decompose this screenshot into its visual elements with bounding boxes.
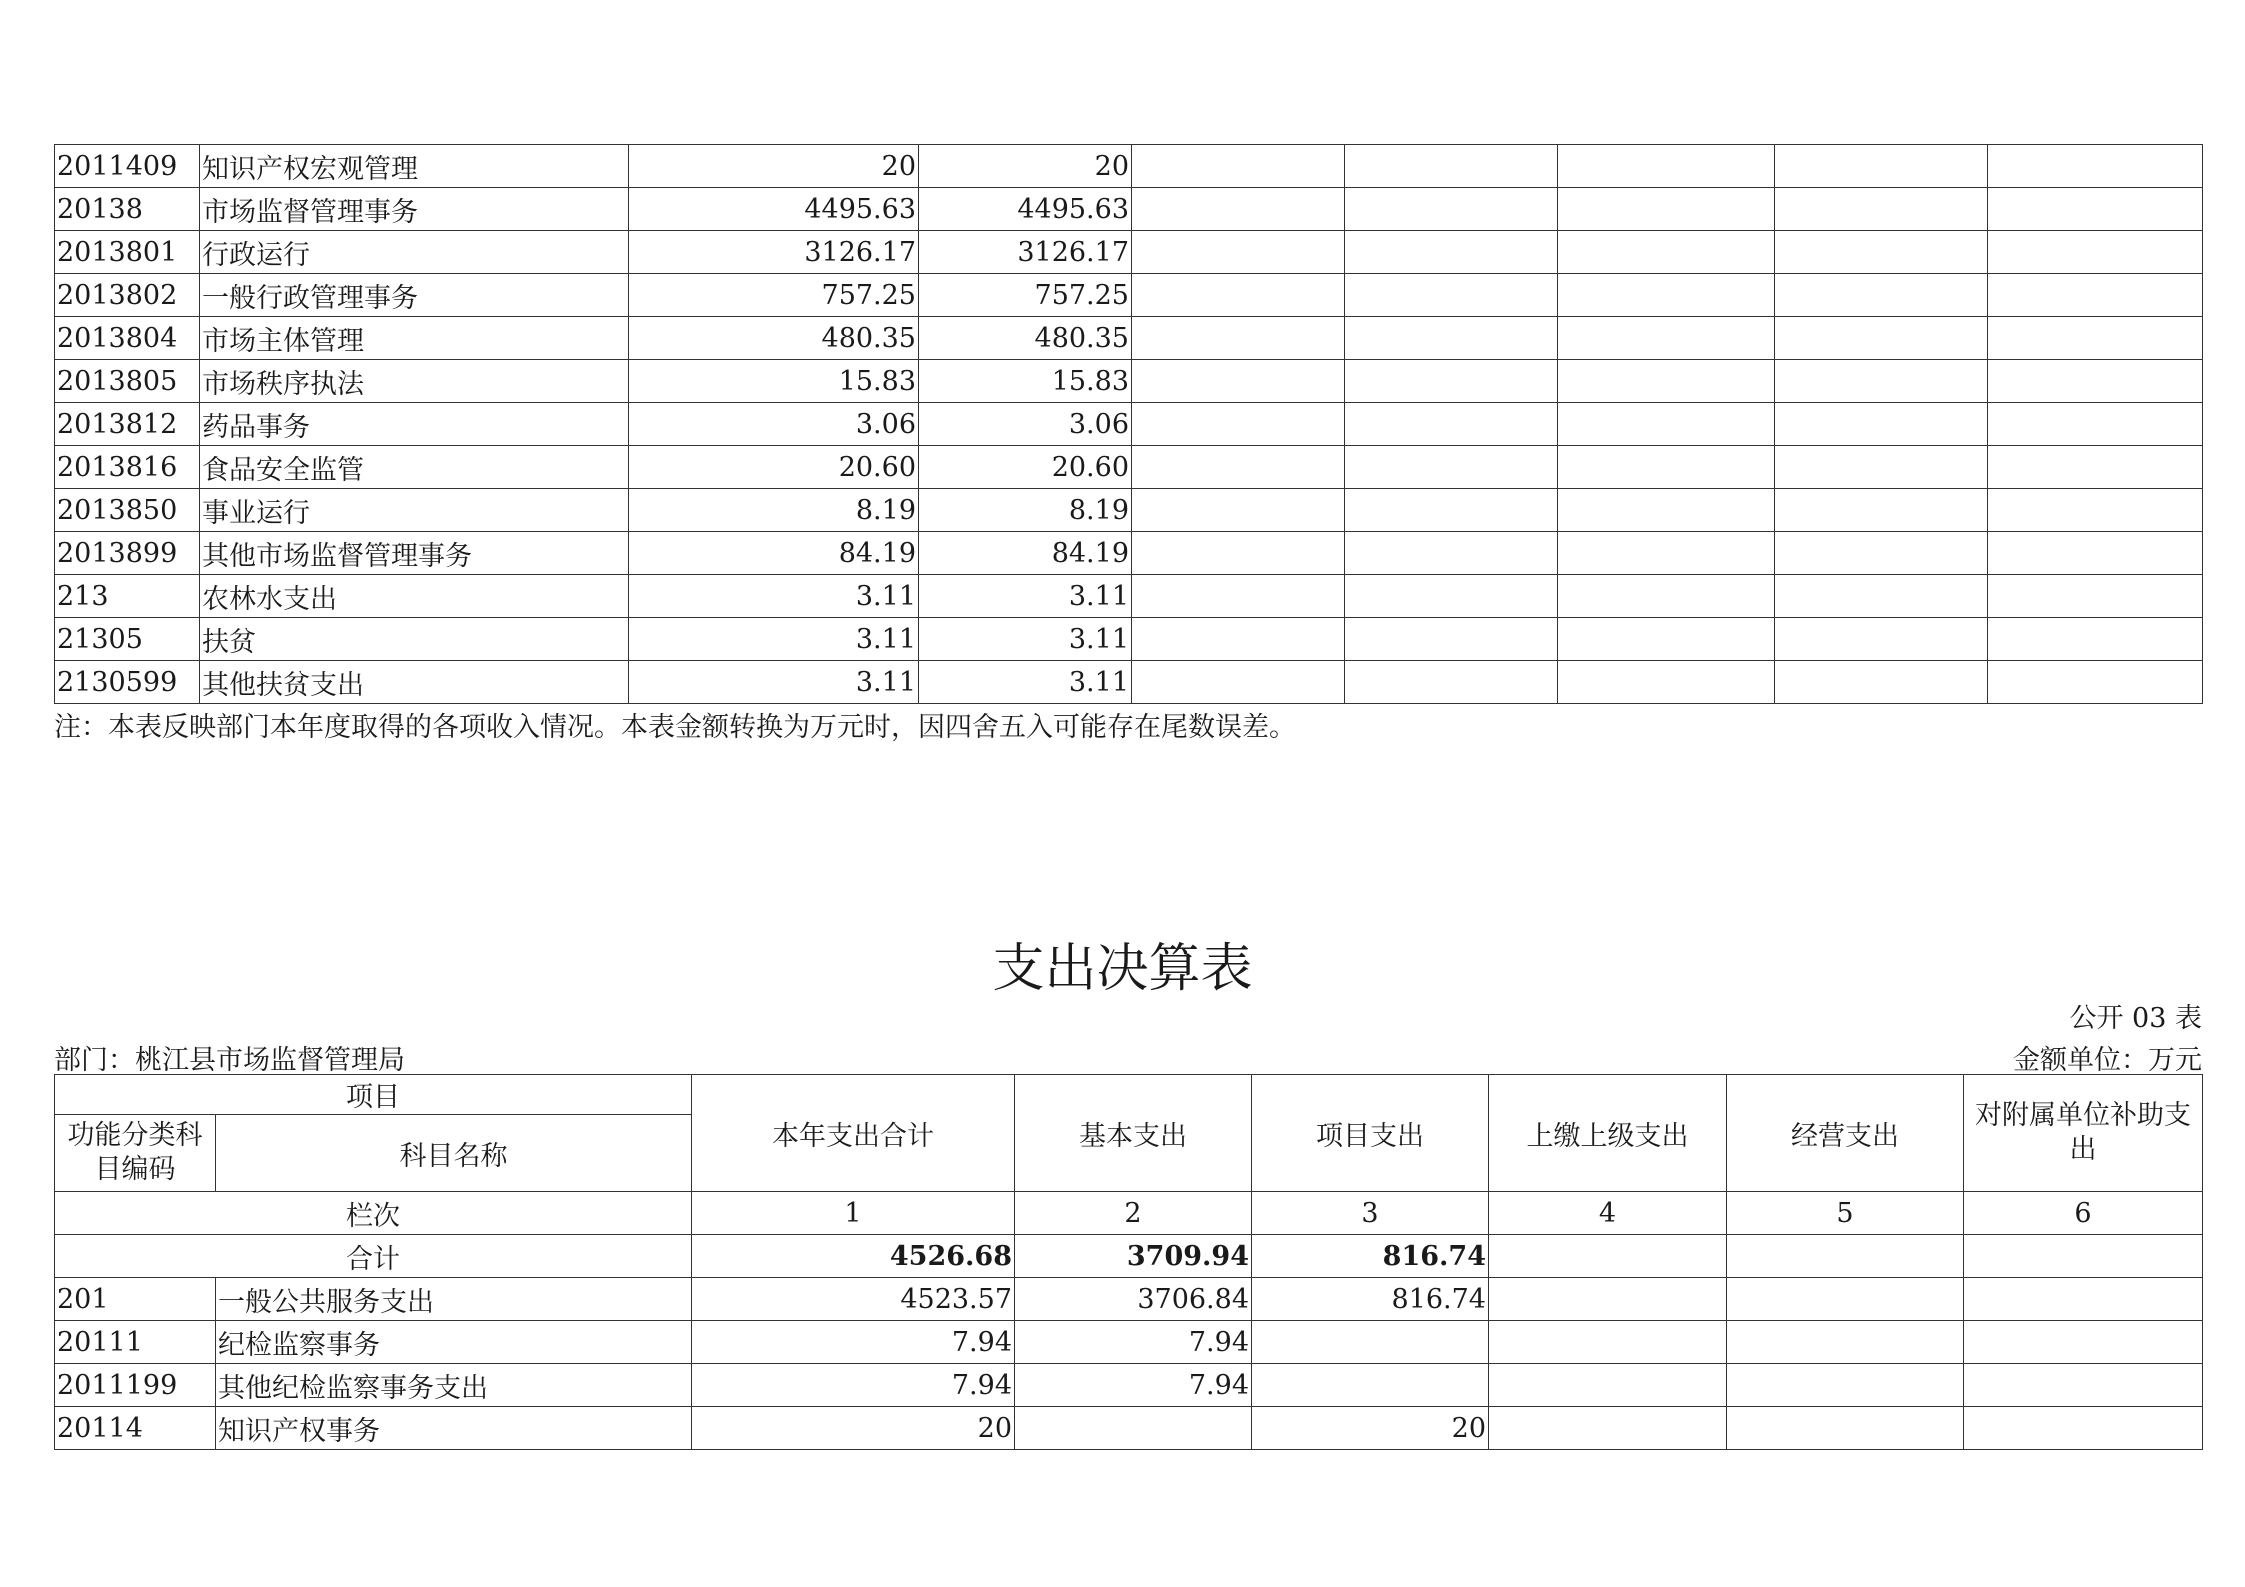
amount-col2: 480.35 xyxy=(919,317,1132,360)
empty-cell xyxy=(1345,575,1558,618)
empty-cell xyxy=(1132,231,1345,274)
header-basic: 基本支出 xyxy=(1015,1075,1252,1192)
empty-cell xyxy=(1132,575,1345,618)
empty-cell xyxy=(1489,1407,1727,1450)
subject-code: 21305 xyxy=(55,618,200,661)
subject-name: 其他纪检监察事务支出 xyxy=(216,1364,692,1407)
subject-code: 2011409 xyxy=(55,145,200,188)
subject-name: 知识产权事务 xyxy=(216,1407,692,1450)
empty-cell xyxy=(1132,446,1345,489)
empty-cell xyxy=(1727,1321,1964,1364)
subject-name: 扶贫 xyxy=(200,618,629,661)
subject-code: 2013802 xyxy=(55,274,200,317)
table-row xyxy=(55,360,2203,403)
subject-name: 药品事务 xyxy=(200,403,629,446)
empty-cell xyxy=(1775,317,1988,360)
empty-cell xyxy=(1727,1407,1964,1450)
empty-cell xyxy=(1132,145,1345,188)
empty-cell xyxy=(1988,403,2203,446)
amount-total: 3.11 xyxy=(629,575,919,618)
header-project-expense: 项目支出 xyxy=(1252,1075,1489,1192)
empty-cell xyxy=(1558,489,1775,532)
empty-cell xyxy=(1988,360,2203,403)
empty-cell xyxy=(1558,661,1775,704)
amount-unit-label: 金额单位：万元 xyxy=(2013,1045,2202,1076)
empty-cell xyxy=(1558,188,1775,231)
income-table-body xyxy=(55,145,2203,704)
table-row xyxy=(55,489,2203,532)
column-index: 2 xyxy=(1015,1192,1252,1235)
empty-cell xyxy=(1988,145,2203,188)
expense-total: 7.94 xyxy=(692,1321,1015,1364)
amount-total: 480.35 xyxy=(629,317,919,360)
expense-basic: 3706.84 xyxy=(1015,1278,1252,1321)
empty-cell xyxy=(1988,188,2203,231)
subject-code: 2013805 xyxy=(55,360,200,403)
empty-cell xyxy=(1132,317,1345,360)
amount-col2: 15.83 xyxy=(919,360,1132,403)
empty-cell xyxy=(1558,532,1775,575)
expense-basic: 7.94 xyxy=(1015,1321,1252,1364)
table-row xyxy=(55,532,2203,575)
expense-table-header xyxy=(55,1075,2203,1278)
amount-total: 4495.63 xyxy=(629,188,919,231)
subject-name: 市场监督管理事务 xyxy=(200,188,629,231)
empty-cell xyxy=(1727,1364,1964,1407)
empty-cell xyxy=(1988,446,2203,489)
empty-cell xyxy=(1775,489,1988,532)
subject-name: 市场秩序执法 xyxy=(200,360,629,403)
table-row xyxy=(55,1407,2203,1450)
amount-col2: 20 xyxy=(919,145,1132,188)
header-total: 本年支出合计 xyxy=(692,1075,1015,1192)
empty-cell xyxy=(1964,1321,2203,1364)
amount-total: 3.11 xyxy=(629,618,919,661)
subject-code: 20111 xyxy=(55,1321,216,1364)
sum-total: 4526.68 xyxy=(692,1235,1015,1278)
subject-code: 2013899 xyxy=(55,532,200,575)
amount-total: 20.60 xyxy=(629,446,919,489)
amount-col2: 8.19 xyxy=(919,489,1132,532)
empty-cell xyxy=(1132,618,1345,661)
empty-cell xyxy=(1988,532,2203,575)
table-row xyxy=(55,231,2203,274)
subject-name: 市场主体管理 xyxy=(200,317,629,360)
empty-cell xyxy=(1558,317,1775,360)
empty-cell xyxy=(1558,446,1775,489)
header-lanci: 栏次 xyxy=(55,1192,692,1235)
table-row xyxy=(55,188,2203,231)
subject-name: 食品安全监管 xyxy=(200,446,629,489)
empty-cell xyxy=(1489,1321,1727,1364)
empty-cell xyxy=(1775,532,1988,575)
empty-cell xyxy=(1964,1407,2203,1450)
empty-cell xyxy=(1345,403,1558,446)
table-row xyxy=(55,403,2203,446)
amount-total: 3.11 xyxy=(629,661,919,704)
empty-cell xyxy=(1558,575,1775,618)
subject-code: 201 xyxy=(55,1278,216,1321)
subject-code: 20114 xyxy=(55,1407,216,1450)
empty-cell xyxy=(1345,489,1558,532)
subject-code: 2013801 xyxy=(55,231,200,274)
empty-cell xyxy=(1558,231,1775,274)
amount-total: 20 xyxy=(629,145,919,188)
table-row xyxy=(55,1321,2203,1364)
empty-cell xyxy=(1775,231,1988,274)
header-upper-payment: 上缴上级支出 xyxy=(1489,1075,1727,1192)
empty-cell xyxy=(1775,575,1988,618)
subject-name: 行政运行 xyxy=(200,231,629,274)
sum-row xyxy=(55,1235,2203,1278)
empty-cell xyxy=(1345,360,1558,403)
empty-cell xyxy=(1988,274,2203,317)
amount-col2: 20.60 xyxy=(919,446,1132,489)
sum-basic: 3709.94 xyxy=(1015,1235,1252,1278)
table-note: 注：本表反映部门本年度取得的各项收入情况。本表金额转换为万元时，因四舍五入可能存在尾数误差。 xyxy=(54,712,1296,743)
empty-cell xyxy=(1988,317,2203,360)
empty-cell xyxy=(1345,274,1558,317)
amount-col2: 84.19 xyxy=(919,532,1132,575)
empty-cell xyxy=(1345,188,1558,231)
empty-cell xyxy=(1988,618,2203,661)
amount-col2: 4495.63 xyxy=(919,188,1132,231)
page-title: 支出决算表 xyxy=(992,939,1253,999)
expense-total: 20 xyxy=(692,1407,1015,1450)
subject-name: 事业运行 xyxy=(200,489,629,532)
header-business: 经营支出 xyxy=(1727,1075,1964,1192)
amount-total: 84.19 xyxy=(629,532,919,575)
column-index: 3 xyxy=(1252,1192,1489,1235)
expense-total: 7.94 xyxy=(692,1364,1015,1407)
empty-cell xyxy=(1345,145,1558,188)
empty-cell xyxy=(1775,446,1988,489)
empty-cell xyxy=(1558,274,1775,317)
empty-cell xyxy=(1345,661,1558,704)
empty-cell xyxy=(1988,231,2203,274)
empty-cell xyxy=(1489,1278,1727,1321)
expense-project: 816.74 xyxy=(1252,1278,1489,1321)
empty-cell xyxy=(1132,489,1345,532)
subject-name: 其他市场监督管理事务 xyxy=(200,532,629,575)
subject-name: 一般公共服务支出 xyxy=(216,1278,692,1321)
empty-cell xyxy=(1132,188,1345,231)
subject-name: 纪检监察事务 xyxy=(216,1321,692,1364)
subject-name: 其他扶贫支出 xyxy=(200,661,629,704)
sum-project: 816.74 xyxy=(1252,1235,1489,1278)
empty-cell xyxy=(1775,403,1988,446)
empty-cell xyxy=(1489,1364,1727,1407)
sum-label: 合计 xyxy=(55,1235,692,1278)
empty-cell xyxy=(1988,489,2203,532)
empty-cell xyxy=(1345,317,1558,360)
table-row xyxy=(55,575,2203,618)
empty-cell xyxy=(1727,1278,1964,1321)
empty-cell xyxy=(1558,145,1775,188)
empty-cell xyxy=(1964,1278,2203,1321)
subject-name: 知识产权宏观管理 xyxy=(200,145,629,188)
empty-cell xyxy=(1132,360,1345,403)
amount-col2: 757.25 xyxy=(919,274,1132,317)
subject-code: 2013812 xyxy=(55,403,200,446)
empty-cell xyxy=(1558,618,1775,661)
expense-table-body xyxy=(55,1278,2203,1450)
empty-cell xyxy=(1345,446,1558,489)
expense-basic: 7.94 xyxy=(1015,1364,1252,1407)
amount-col2: 3.11 xyxy=(919,618,1132,661)
empty-cell xyxy=(1345,532,1558,575)
empty-cell xyxy=(1132,532,1345,575)
subject-code: 2130599 xyxy=(55,661,200,704)
amount-total: 3126.17 xyxy=(629,231,919,274)
expense-total: 4523.57 xyxy=(692,1278,1015,1321)
table-row xyxy=(55,1364,2203,1407)
empty-cell xyxy=(1132,403,1345,446)
empty-cell xyxy=(1775,188,1988,231)
empty-cell xyxy=(1345,231,1558,274)
column-index: 4 xyxy=(1489,1192,1727,1235)
expense-basic xyxy=(1015,1407,1252,1450)
subject-code: 2011199 xyxy=(55,1364,216,1407)
table-row xyxy=(55,618,2203,661)
sum-business xyxy=(1727,1235,1964,1278)
empty-cell xyxy=(1132,274,1345,317)
table-row xyxy=(55,661,2203,704)
empty-cell xyxy=(1775,618,1988,661)
header-subsidy: 对附属单位补助支出 xyxy=(1964,1075,2203,1192)
subject-code: 2013850 xyxy=(55,489,200,532)
empty-cell xyxy=(1558,360,1775,403)
sum-subsidy xyxy=(1964,1235,2203,1278)
amount-col2: 3.11 xyxy=(919,661,1132,704)
amount-total: 757.25 xyxy=(629,274,919,317)
header-code: 功能分类科目编码 xyxy=(55,1115,216,1192)
empty-cell xyxy=(1775,360,1988,403)
amount-total: 3.06 xyxy=(629,403,919,446)
empty-cell xyxy=(1964,1364,2203,1407)
table-row xyxy=(55,274,2203,317)
amount-col2: 3.06 xyxy=(919,403,1132,446)
table-row xyxy=(55,317,2203,360)
amount-total: 8.19 xyxy=(629,489,919,532)
column-index: 1 xyxy=(692,1192,1015,1235)
department-label: 部门：桃江县市场监督管理局 xyxy=(54,1045,405,1076)
empty-cell xyxy=(1345,618,1558,661)
subject-name: 农林水支出 xyxy=(200,575,629,618)
column-index: 6 xyxy=(1964,1192,2203,1235)
subject-code: 2013816 xyxy=(55,446,200,489)
expense-project: 20 xyxy=(1252,1407,1489,1450)
amount-col2: 3126.17 xyxy=(919,231,1132,274)
income-detail-table xyxy=(54,144,2203,704)
table-row xyxy=(55,446,2203,489)
amount-total: 15.83 xyxy=(629,360,919,403)
form-number: 公开 03 表 xyxy=(2069,1003,2202,1034)
empty-cell xyxy=(1988,661,2203,704)
subject-code: 213 xyxy=(55,575,200,618)
subject-code: 2013804 xyxy=(55,317,200,360)
amount-col2: 3.11 xyxy=(919,575,1132,618)
table-row xyxy=(55,145,2203,188)
table-row xyxy=(55,1278,2203,1321)
empty-cell xyxy=(1988,575,2203,618)
header-name: 科目名称 xyxy=(216,1115,692,1192)
subject-code: 20138 xyxy=(55,188,200,231)
expense-settlement-table xyxy=(54,1074,2203,1450)
expense-project xyxy=(1252,1364,1489,1407)
sum-upper xyxy=(1489,1235,1727,1278)
empty-cell xyxy=(1775,661,1988,704)
subject-name: 一般行政管理事务 xyxy=(200,274,629,317)
header-project: 项目 xyxy=(55,1075,692,1115)
empty-cell xyxy=(1132,661,1345,704)
empty-cell xyxy=(1775,145,1988,188)
expense-project xyxy=(1252,1321,1489,1364)
empty-cell xyxy=(1775,274,1988,317)
column-index: 5 xyxy=(1727,1192,1964,1235)
empty-cell xyxy=(1558,403,1775,446)
